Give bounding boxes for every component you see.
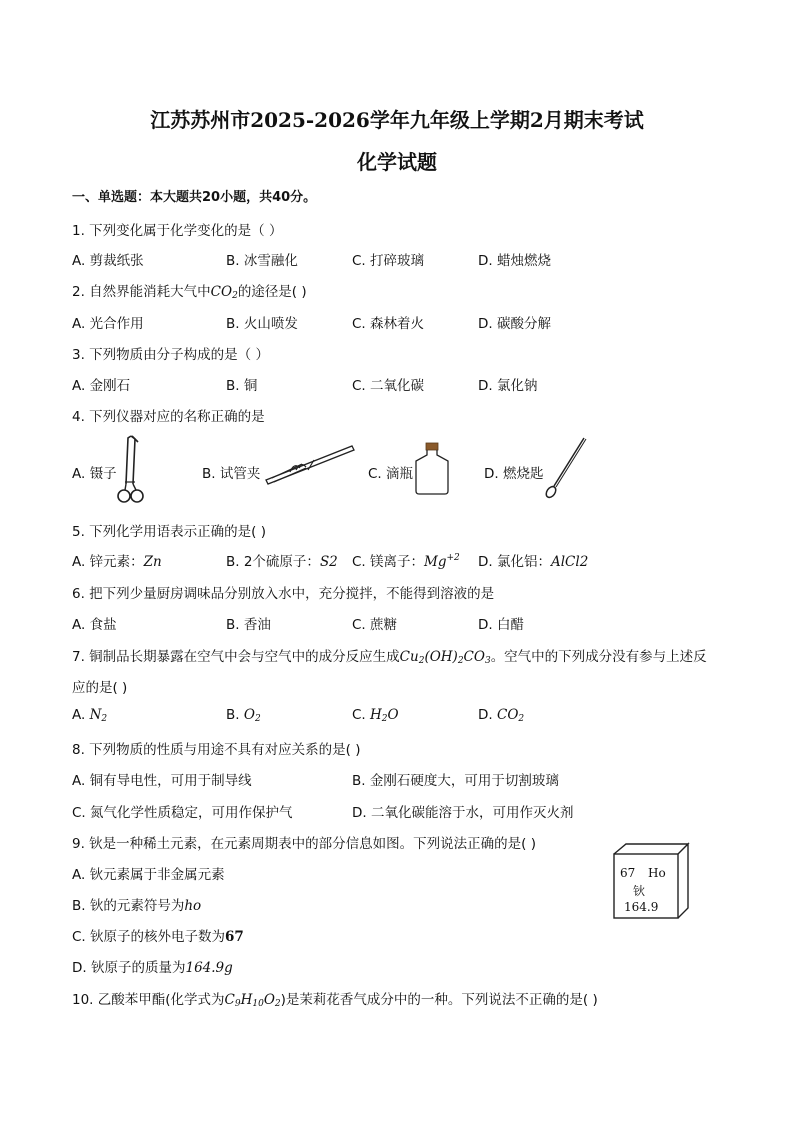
q7-option-b: B. $O_2$ — [226, 707, 261, 724]
q9-option-b: B. 钬的元素符号为ho — [72, 898, 202, 914]
combustion-spoon-icon — [542, 436, 590, 500]
q8-option-c: C. 氮气化学性质稳定，可用作保护气 — [72, 805, 293, 821]
question-2-stem — [72, 280, 307, 301]
q5-c-charge: +2 — [446, 553, 460, 563]
q7-option-a: A. $N_2$ — [72, 707, 108, 724]
q8-option-a: A. 铜有导电性，可用于制导线 — [72, 773, 252, 789]
q7-stem-pre: 7. 铜制品长期暴露在空气中会与空气中的成分反应生成 — [72, 649, 400, 665]
q7-formula: $Cu_2(OH)_2CO_3$ — [399, 649, 491, 666]
q1-option-a: A. 剪裁纸张 — [72, 253, 144, 269]
q4-option-a: A. 镊子 — [72, 466, 117, 482]
q4-option-c: C. 滴瓶 — [368, 466, 414, 482]
element-symbol: Ho — [648, 866, 666, 880]
q3-option-d: D. 氯化钠 — [478, 378, 538, 394]
q2-option-a: A. 光合作用 — [72, 316, 144, 332]
q6-option-b: B. 香油 — [226, 617, 271, 633]
q1-option-c: C. 打碎玻璃 — [352, 253, 425, 269]
q8-option-b: B. 金刚石硬度大，可用于切割玻璃 — [352, 773, 559, 789]
q6-option-c: C. 蔗糖 — [352, 617, 398, 633]
q5-d-text: D. 氯化铝： — [478, 554, 551, 570]
q3-option-c: C. 二氧化碳 — [352, 378, 425, 394]
question-7-stem — [72, 645, 707, 666]
question-6-stem: 6. 把下列少量厨房调味品分别放入水中，充分搅拌，不能得到溶液的是 — [72, 586, 495, 602]
q2-stem-post: 的途径是( ) — [237, 284, 307, 300]
q5-b-formula: S2 — [319, 554, 338, 570]
q2-formula-sub: 2 — [232, 291, 238, 301]
q5-a-text: A. 锌元素： — [72, 554, 144, 570]
q2-stem-pre: 2. 自然界能消耗大气中 — [72, 284, 211, 300]
q1-option-d: D. 蜡烛燃烧 — [478, 253, 551, 269]
q7-option-d: D. $CO_2$ — [478, 707, 525, 724]
question-8-stem: 8. 下列物质的性质与用途不具有对应关系的是( ) — [72, 742, 361, 758]
q2-option-d: D. 碳酸分解 — [478, 316, 551, 332]
q2-option-c: C. 森林着火 — [352, 316, 425, 332]
q6-option-d: D. 白醋 — [478, 617, 524, 633]
q7-option-c: C. $H_2O$ — [352, 707, 399, 724]
q5-b-text: B. 2个硫原子： — [226, 554, 320, 570]
q5-a-formula: Zn — [143, 554, 162, 570]
question-1-stem: 1. 下列变化属于化学变化的是（ ） — [72, 223, 283, 239]
q7-stem-post: 。空气中的下列成分没有参与上述反 — [490, 649, 707, 665]
q5-c-text: C. 镁离子： — [352, 554, 425, 570]
q3-option-a: A. 金刚石 — [72, 378, 131, 394]
question-10-stem: 10. 乙酸苯甲酯(化学式为$C_9H_{10}O_2$)是茉莉花香气成分中的一种。下列说法不正确的是( ) — [72, 992, 598, 1009]
q4-option-d: D. 燃烧匙 — [484, 466, 544, 482]
q1-option-b: B. 冰雪融化 — [226, 253, 298, 269]
dropping-bottle-icon — [412, 441, 452, 495]
exam-subtitle: 化学试题 — [357, 150, 437, 174]
q6-option-a: A. 食盐 — [72, 617, 117, 633]
question-3-stem: 3. 下列物质由分子构成的是（ ） — [72, 347, 269, 363]
q5-option-a — [72, 550, 162, 570]
q5-d-formula: AlCl2 — [550, 554, 589, 570]
question-9-stem: 9. 钬是一种稀土元素，在元素周期表中的部分信息如图。下列说法正确的是( ) — [72, 836, 536, 852]
element-mass: 164.9 — [624, 900, 659, 914]
q9-option-a: A. 钬元素属于非金属元素 — [72, 867, 225, 883]
test-tube-holder-icon — [262, 442, 356, 486]
q2-formula: CO — [210, 284, 233, 300]
question-5-stem: 5. 下列化学用语表示正确的是( ) — [72, 524, 266, 540]
q2-option-b: B. 火山喷发 — [226, 316, 298, 332]
q4-option-b: B. 试管夹 — [202, 466, 261, 482]
exam-title: 江苏苏州市2025-2026学年九年级上学期2月期末考试 — [150, 108, 644, 132]
q5-option-c — [352, 550, 460, 570]
question-7-stem-line2: 应的是( ) — [72, 680, 128, 696]
q3-option-b: B. 铜 — [226, 378, 258, 394]
element-name: 钬 — [633, 884, 646, 898]
element-number: 67 — [620, 866, 636, 880]
q8-option-d: D. 二氧化碳能溶于水，可用作灭火剂 — [352, 805, 574, 821]
q9-option-c: C. 钬原子的核外电子数为67 — [72, 929, 244, 945]
q5-c-formula: Mg — [424, 554, 447, 570]
tweezers-icon — [116, 434, 146, 506]
q9-option-d: D. 钬原子的质量为164.9g — [72, 960, 233, 976]
section-heading: 一、单选题：本大题共20小题，共40分。 — [72, 190, 317, 205]
q5-option-d — [478, 550, 588, 570]
q5-option-b — [226, 550, 338, 570]
question-4-stem: 4. 下列仪器对应的名称正确的是 — [72, 409, 265, 425]
